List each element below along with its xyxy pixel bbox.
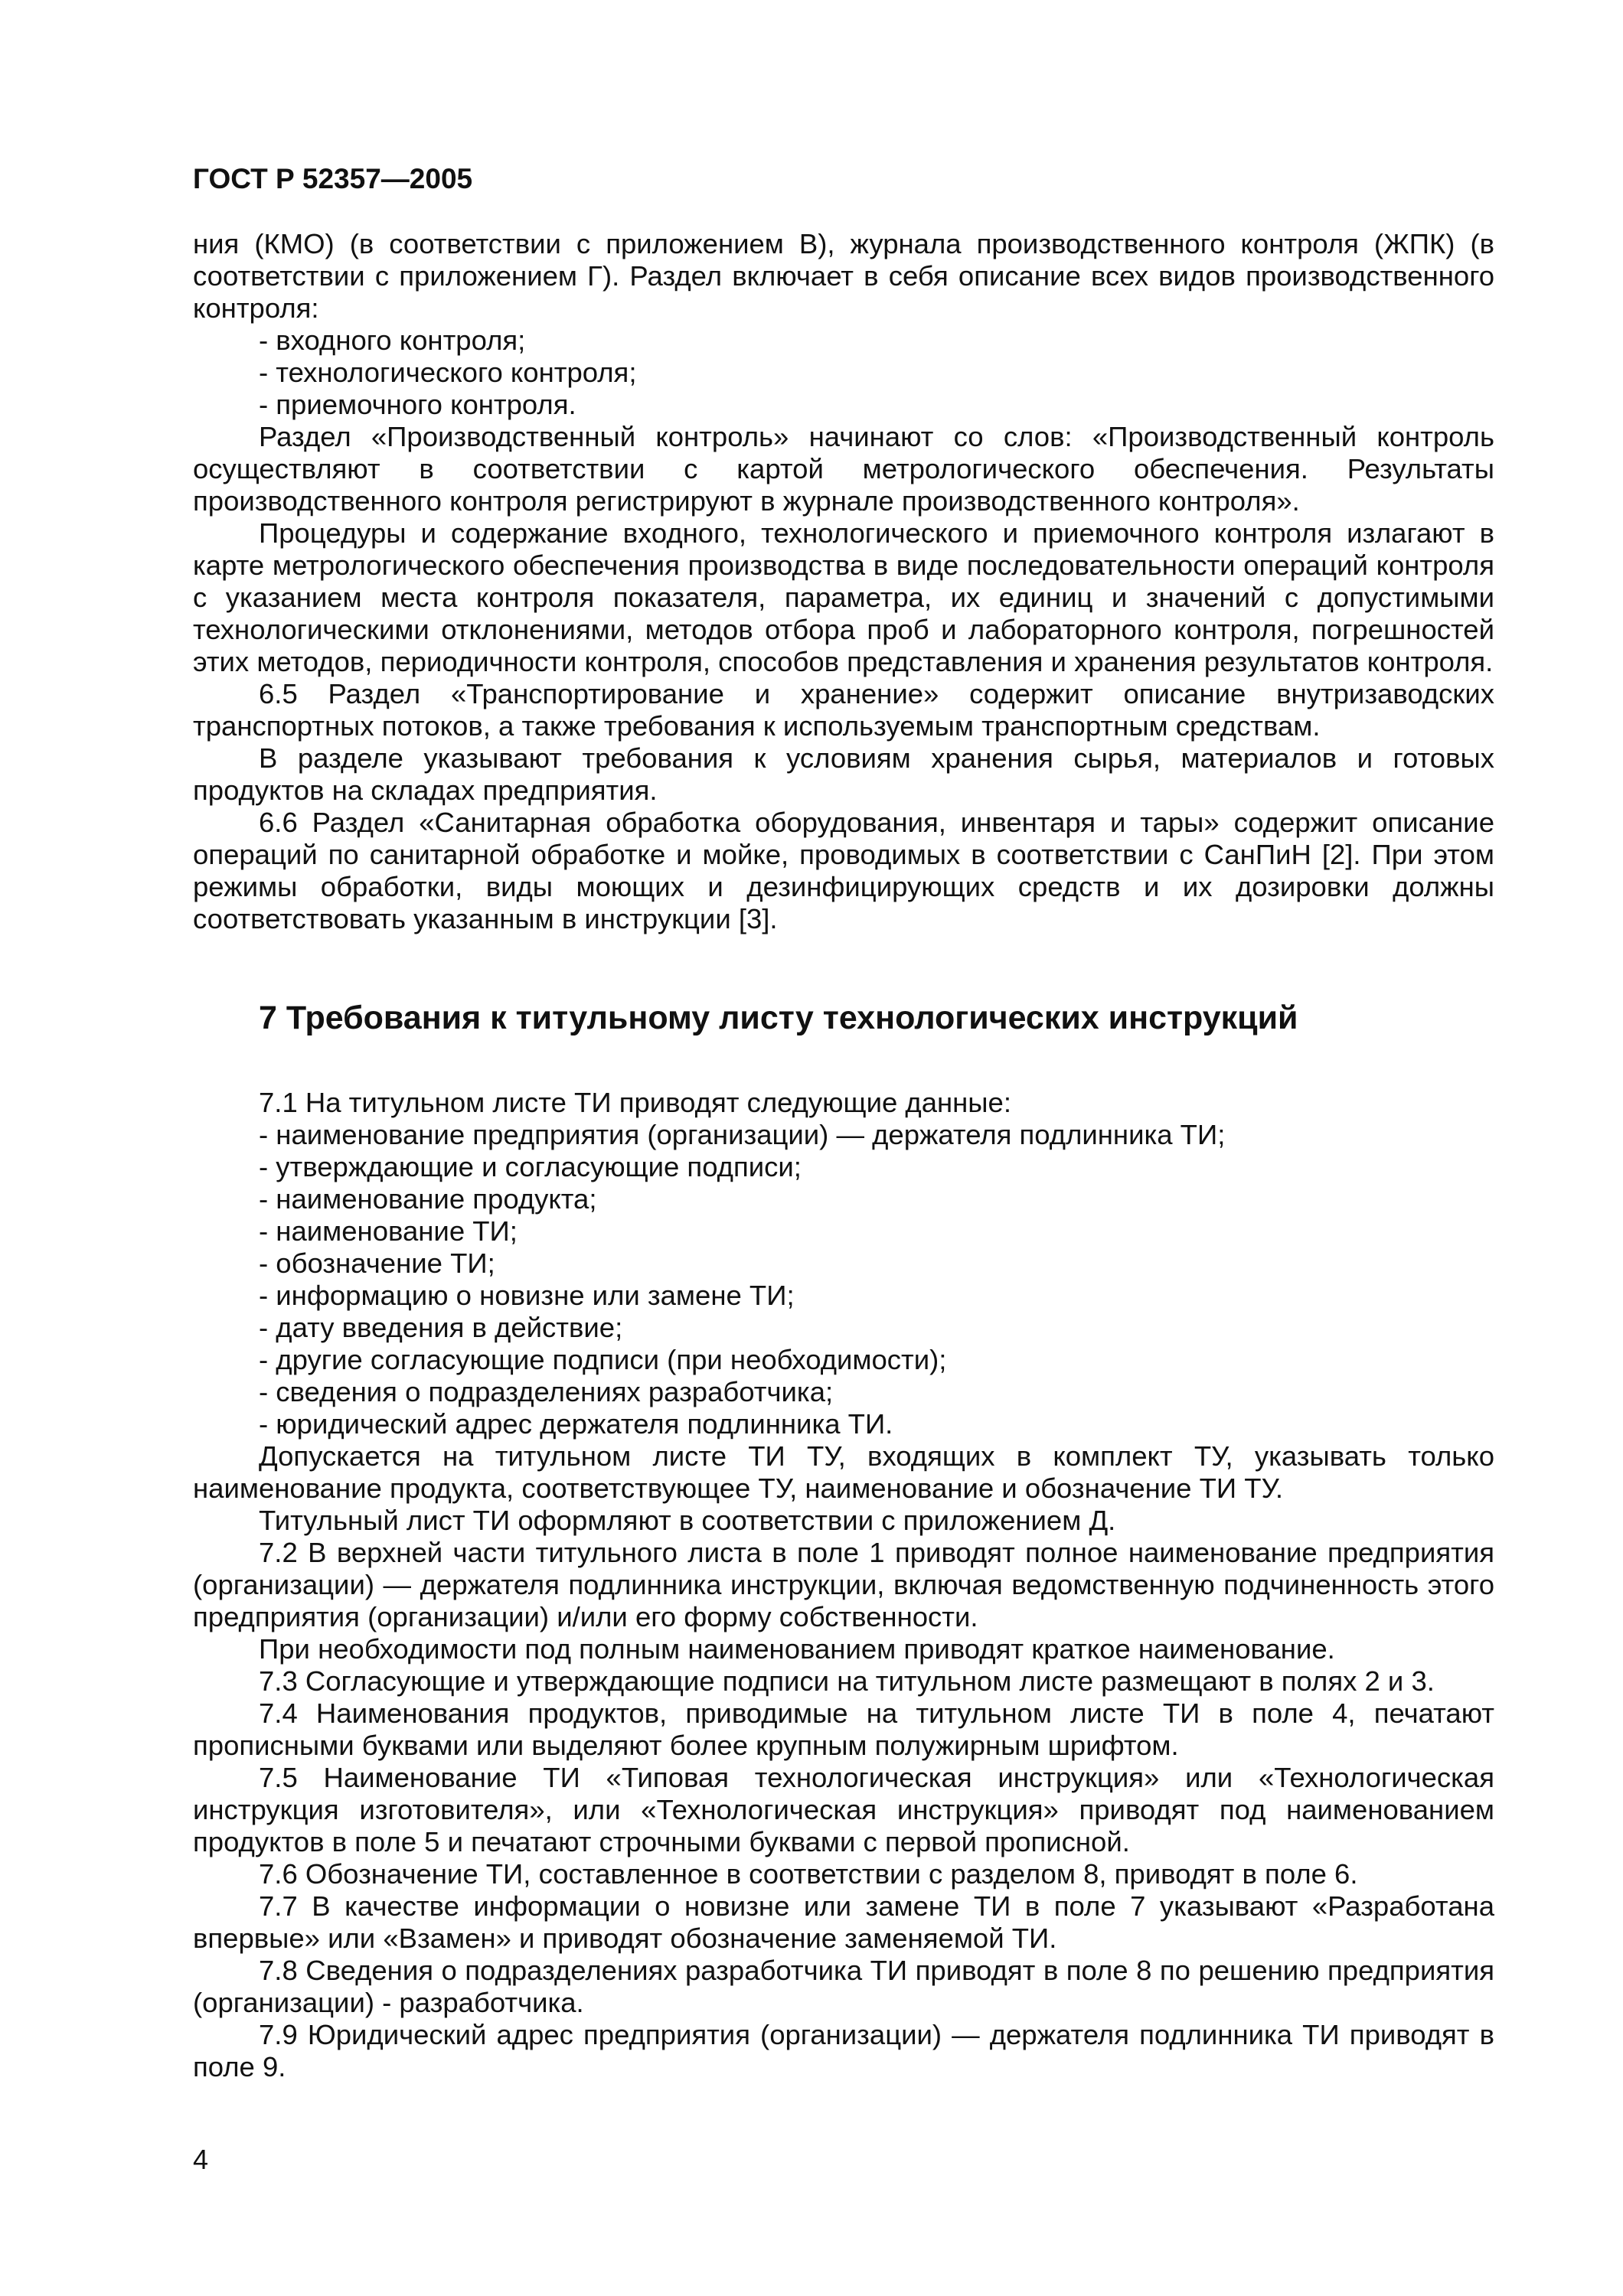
paragraph: В разделе указывают требования к условиям хранения сырья, материалов и готовых продуктов на складах предприятия.: [193, 742, 1494, 806]
list-item: - наименование предприятия (организации) — держателя подлинника ТИ;: [259, 1119, 1226, 1150]
list-item: - сведения о подразделениях разработчика;: [259, 1376, 834, 1407]
document-code-header: ГОСТ Р 52357—2005: [193, 163, 473, 194]
paragraph: 7.9 Юридический адрес предприятия (организации) — держателя подлинника ТИ приводят в поле 9.: [193, 2019, 1494, 2082]
section-7-heading: 7 Требования к титульному листу технологических инструкций: [259, 1000, 1298, 1036]
paragraph: Титульный лист ТИ оформляют в соответствии с приложением Д.: [259, 1505, 1116, 1536]
paragraph: 7.7 В качестве информации о новизне или замене ТИ в поле 7 указывают «Разработана впервые» или «Взамен» и приводят обозначение заменяемой ТИ.: [193, 1890, 1494, 1954]
paragraph: 7.4 Наименования продуктов, приводимые на титульном листе ТИ в поле 4, печатают прописными буквами или выделяют более крупным полужирным шрифтом.: [193, 1698, 1494, 1761]
list-item: - обозначение ТИ;: [259, 1247, 495, 1279]
paragraph: 7.5 Наименование ТИ «Типовая технологическая инструкция» или «Технологическая инструкция изготовителя», или «Технологическая инструкция» приводят под наименованием продуктов в поле 5 и печатают строчными буквами с первой прописной.: [193, 1762, 1494, 1857]
paragraph: Раздел «Производственный контроль» начинают со слов: «Производственный контроль осуществляют в соответствии с картой метрологического обеспечения. Результаты производственного контроля регистрируют в журнале производственного контроля».: [193, 421, 1494, 517]
list-item: - наименование ТИ;: [259, 1215, 518, 1247]
list-item: - входного контроля;: [259, 325, 526, 356]
paragraph: ния (КМО) (в соответствии с приложением В), журнала производственного контроля (ЖПК) (в соответствии с приложением Г). Раздел включает в себя описание всех видов производственного контроля:: [193, 228, 1494, 324]
list-item: - дату введения в действие;: [259, 1312, 623, 1343]
document-body: [193, 228, 1494, 2083]
list-item: - наименование продукта;: [259, 1183, 597, 1215]
list-item: - другие согласующие подписи (при необходимости);: [259, 1344, 947, 1375]
paragraph: 7.3 Согласующие и утверждающие подписи на титульном листе размещают в полях 2 и 3.: [259, 1665, 1435, 1697]
paragraph: 6.6 Раздел «Санитарная обработка оборудования, инвентаря и тары» содержит описание операций по санитарной обработке и мойке, проводимых в соответствии с СанПиН [2]. При этом режимы обработки, виды моющих и дезинфицирующих средств и их дозировки должны соответствовать указанным в инструкции [3].: [193, 807, 1494, 934]
list-item: - утверждающие и согласующие подписи;: [259, 1151, 802, 1182]
paragraph: 6.5 Раздел «Транспортирование и хранение» содержит описание внутризаводских транспортных потоков, а также требования к используемым транспортным средствам.: [193, 678, 1494, 742]
page-number: 4: [193, 2144, 209, 2175]
list-item: - приемочного контроля.: [259, 389, 576, 420]
paragraph: 7.2 В верхней части титульного листа в поле 1 приводят полное наименование предприятия (организации) — держателя подлинника инструкции, включая ведомственную подчиненность этого предприятия (организации) и/или его форму собственности.: [193, 1537, 1494, 1632]
paragraph: 7.1 На титульном листе ТИ приводят следующие данные:: [259, 1087, 1011, 1118]
paragraph: Процедуры и содержание входного, технологического и приемочного контроля излагают в карте метрологического обеспечения производства в виде последовательности операций контроля с указанием места контроля показателя, параметра, их единиц и значений с допустимыми технологическими отклонениями, методов отбора проб и лабораторного контроля, погрешностей этих методов, периодичности контроля, способов представления и хранения результатов контроля.: [193, 517, 1494, 677]
list-item: - информацию о новизне или замене ТИ;: [259, 1280, 795, 1311]
paragraph: 7.8 Сведения о подразделениях разработчика ТИ приводят в поле 8 по решению предприятия (организации) - разработчика.: [193, 1955, 1494, 2018]
paragraph: При необходимости под полным наименованием приводят краткое наименование.: [259, 1633, 1335, 1665]
paragraph: Допускается на титульном листе ТИ ТУ, входящих в комплект ТУ, указывать только наименование продукта, соответствующее ТУ, наименование и обозначение ТИ ТУ.: [193, 1440, 1494, 1504]
paragraph: 7.6 Обозначение ТИ, составленное в соответствии с разделом 8, приводят в поле 6.: [259, 1858, 1358, 1890]
list-item: - технологического контроля;: [259, 357, 637, 388]
list-item: - юридический адрес держателя подлинника ТИ.: [259, 1408, 893, 1440]
